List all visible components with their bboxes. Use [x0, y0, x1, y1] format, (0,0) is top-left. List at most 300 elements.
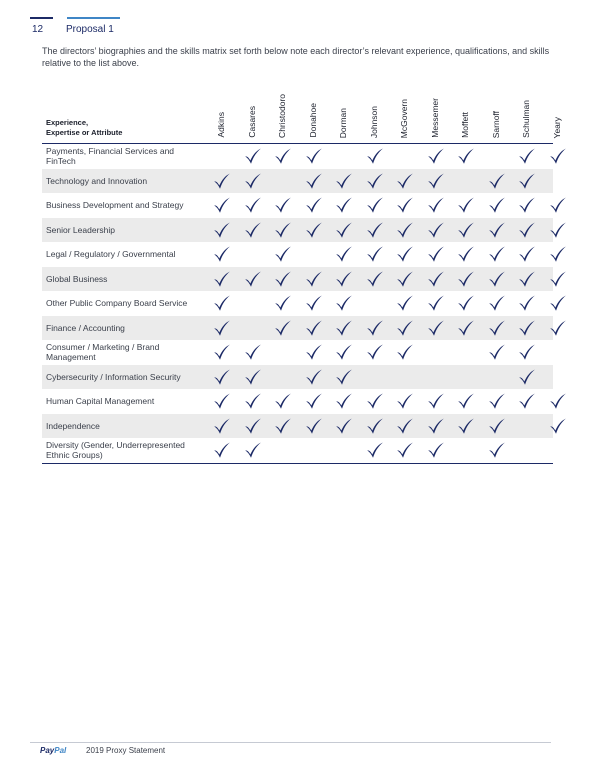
- checkmark-icon: [366, 343, 384, 361]
- checkmark-icon: [396, 343, 414, 361]
- matrix-cell: [421, 144, 453, 169]
- checkmark-icon: [457, 221, 475, 239]
- matrix-cell: [512, 193, 544, 218]
- director-header: [336, 78, 350, 138]
- checkmark-icon: [549, 417, 567, 435]
- director-header: [489, 78, 503, 138]
- matrix-cell: [299, 316, 331, 341]
- matrix-cell: [543, 193, 575, 218]
- matrix-cell: [238, 340, 270, 365]
- matrix-cell: [360, 389, 392, 414]
- checkmark-icon: [427, 417, 445, 435]
- checkmark-icon: [213, 172, 231, 190]
- matrix-cell: [360, 218, 392, 243]
- checkmark-icon: [335, 270, 353, 288]
- matrix-cell: [268, 389, 300, 414]
- director-name: Sarnoff: [490, 110, 501, 138]
- checkmark-icon: [366, 270, 384, 288]
- attribute-label: Human Capital Management: [46, 396, 155, 407]
- matrix-cell: [207, 193, 239, 218]
- matrix-cell: [207, 169, 239, 194]
- checkmark-icon: [549, 245, 567, 263]
- checkmark-icon: [457, 147, 475, 165]
- checkmark-icon: [427, 221, 445, 239]
- matrix-row: [42, 242, 553, 267]
- matrix-cell: [329, 242, 361, 267]
- matrix-cell: [512, 218, 544, 243]
- director-name: Casares: [246, 106, 257, 138]
- matrix-cell: [299, 414, 331, 439]
- checkmark-icon: [305, 196, 323, 214]
- page-number: 12: [32, 24, 44, 35]
- matrix-cell: [451, 267, 483, 292]
- attribute-label: Cybersecurity / Information Security: [46, 371, 181, 382]
- director-header: [275, 78, 289, 138]
- matrix-cell: [268, 365, 300, 390]
- checkmark-icon: [488, 221, 506, 239]
- matrix-cell: [238, 169, 270, 194]
- director-name: Yeary: [551, 116, 562, 138]
- checkmark-icon: [335, 343, 353, 361]
- attribute-label: Technology and Innovation: [46, 175, 148, 186]
- checkmark-icon: [305, 147, 323, 165]
- checkmark-icon: [244, 196, 262, 214]
- matrix-row: [42, 340, 553, 365]
- matrix-cell: [268, 144, 300, 169]
- matrix-cell: [268, 438, 300, 463]
- checkmark-icon: [335, 368, 353, 386]
- checkmark-icon: [427, 270, 445, 288]
- matrix-cell: [329, 144, 361, 169]
- checkmark-icon: [244, 441, 262, 459]
- checkmark-icon: [305, 221, 323, 239]
- matrix-row: [42, 389, 553, 414]
- checkmark-icon: [213, 221, 231, 239]
- matrix-cell: [268, 316, 300, 341]
- checkmark-icon: [244, 147, 262, 165]
- checkmark-icon: [427, 196, 445, 214]
- attribute-label: Diversity (Gender, Underrepresented Ethnic Groups): [46, 440, 185, 461]
- matrix-cell: [207, 267, 239, 292]
- matrix-cell: [421, 218, 453, 243]
- matrix-cell: [421, 169, 453, 194]
- attribute-label: Business Development and Strategy: [46, 200, 184, 211]
- checkmark-icon: [488, 270, 506, 288]
- checkmark-icon: [488, 319, 506, 337]
- top-rule-light: [67, 17, 120, 19]
- matrix-cell: [299, 291, 331, 316]
- checkmark-icon: [427, 392, 445, 410]
- matrix-cell: [360, 340, 392, 365]
- checkmark-icon: [427, 245, 445, 263]
- matrix-cell: [421, 365, 453, 390]
- checkmark-icon: [488, 417, 506, 435]
- matrix-cell: [512, 316, 544, 341]
- matrix-row: [42, 316, 553, 341]
- matrix-cell: [512, 267, 544, 292]
- matrix-cell: [543, 169, 575, 194]
- checkmark-icon: [366, 441, 384, 459]
- matrix-cell: [482, 242, 514, 267]
- checkmark-icon: [427, 319, 445, 337]
- matrix-cell: [482, 267, 514, 292]
- attribute-label: Other Public Company Board Service: [46, 298, 188, 309]
- matrix-cell: [268, 242, 300, 267]
- attribute-label: Global Business: [46, 273, 108, 284]
- checkmark-icon: [335, 196, 353, 214]
- checkmark-icon: [488, 172, 506, 190]
- matrix-cell: [360, 316, 392, 341]
- checkmark-icon: [213, 417, 231, 435]
- matrix-cell: [512, 340, 544, 365]
- matrix-cell: [543, 144, 575, 169]
- checkmark-icon: [213, 294, 231, 312]
- checkmark-icon: [305, 343, 323, 361]
- matrix-cell: [207, 340, 239, 365]
- checkmark-icon: [457, 245, 475, 263]
- checkmark-icon: [488, 196, 506, 214]
- matrix-cell: [329, 169, 361, 194]
- matrix-cell: [360, 291, 392, 316]
- director-name: Christodoro: [277, 94, 287, 138]
- matrix-cell: [543, 242, 575, 267]
- director-header: [519, 78, 533, 138]
- matrix-cell: [390, 316, 422, 341]
- matrix-row: [42, 365, 553, 390]
- checkmark-icon: [518, 392, 536, 410]
- matrix-cell: [482, 414, 514, 439]
- matrix-cell: [299, 193, 331, 218]
- matrix-cell: [329, 267, 361, 292]
- checkmark-icon: [366, 245, 384, 263]
- checkmark-icon: [366, 417, 384, 435]
- checkmark-icon: [274, 417, 292, 435]
- attribute-header-line1: Experience,: [46, 118, 89, 127]
- matrix-cell: [482, 438, 514, 463]
- matrix-cell: [512, 144, 544, 169]
- checkmark-icon: [488, 343, 506, 361]
- matrix-cell: [299, 242, 331, 267]
- checkmark-icon: [274, 319, 292, 337]
- matrix-cell: [390, 218, 422, 243]
- checkmark-icon: [518, 196, 536, 214]
- matrix-cell: [482, 169, 514, 194]
- matrix-cell: [238, 414, 270, 439]
- checkmark-icon: [213, 343, 231, 361]
- checkmark-icon: [335, 417, 353, 435]
- matrix-cell: [329, 365, 361, 390]
- checkmark-icon: [518, 368, 536, 386]
- matrix-cell: [238, 365, 270, 390]
- director-name: Messemer: [429, 98, 440, 138]
- checkmark-icon: [244, 270, 262, 288]
- matrix-cell: [421, 438, 453, 463]
- checkmark-icon: [549, 319, 567, 337]
- section-title: Proposal 1: [66, 24, 114, 35]
- matrix-cell: [360, 169, 392, 194]
- checkmark-icon: [457, 270, 475, 288]
- director-header: [550, 78, 564, 138]
- matrix-cell: [512, 169, 544, 194]
- matrix-cell: [268, 267, 300, 292]
- matrix-cell: [512, 438, 544, 463]
- checkmark-icon: [274, 147, 292, 165]
- matrix-cell: [543, 389, 575, 414]
- matrix-cell: [268, 291, 300, 316]
- matrix-cell: [207, 414, 239, 439]
- matrix-cell: [360, 242, 392, 267]
- matrix-cell: [482, 218, 514, 243]
- matrix-cell: [543, 438, 575, 463]
- checkmark-icon: [366, 319, 384, 337]
- paypal-logo: [40, 746, 66, 755]
- checkmark-icon: [213, 196, 231, 214]
- checkmark-icon: [549, 147, 567, 165]
- skills-matrix: [42, 88, 562, 464]
- checkmark-icon: [549, 270, 567, 288]
- attribute-label: Consumer / Marketing / Brand Management: [46, 342, 160, 363]
- checkmark-icon: [335, 245, 353, 263]
- checkmark-icon: [457, 294, 475, 312]
- matrix-row: [42, 193, 553, 218]
- matrix-cell: [238, 267, 270, 292]
- matrix-cell: [329, 316, 361, 341]
- matrix-cell: [482, 389, 514, 414]
- matrix-cell: [482, 340, 514, 365]
- matrix-row: [42, 438, 553, 463]
- checkmark-icon: [305, 392, 323, 410]
- matrix-cell: [543, 365, 575, 390]
- matrix-cell: [329, 193, 361, 218]
- checkmark-icon: [335, 172, 353, 190]
- director-header: [397, 78, 411, 138]
- matrix-cell: [451, 242, 483, 267]
- checkmark-icon: [274, 245, 292, 263]
- matrix-cell: [207, 438, 239, 463]
- checkmark-icon: [213, 441, 231, 459]
- checkmark-icon: [213, 319, 231, 337]
- checkmark-icon: [244, 221, 262, 239]
- checkmark-icon: [488, 245, 506, 263]
- matrix-cell: [451, 193, 483, 218]
- checkmark-icon: [396, 294, 414, 312]
- matrix-cell: [299, 144, 331, 169]
- checkmark-icon: [427, 441, 445, 459]
- matrix-row: [42, 291, 553, 316]
- matrix-cell: [238, 438, 270, 463]
- matrix-cell: [421, 267, 453, 292]
- matrix-cell: [268, 414, 300, 439]
- checkmark-icon: [396, 270, 414, 288]
- director-name: Adkins: [216, 112, 226, 138]
- checkmark-icon: [518, 319, 536, 337]
- matrix-cell: [390, 193, 422, 218]
- checkmark-icon: [274, 392, 292, 410]
- footer-text: 2019 Proxy Statement: [86, 746, 166, 755]
- matrix-cell: [238, 242, 270, 267]
- checkmark-icon: [518, 172, 536, 190]
- matrix-cell: [543, 218, 575, 243]
- checkmark-icon: [244, 343, 262, 361]
- matrix-cell: [543, 316, 575, 341]
- matrix-cell: [482, 193, 514, 218]
- matrix-cell: [207, 365, 239, 390]
- checkmark-icon: [305, 172, 323, 190]
- matrix-cell: [451, 291, 483, 316]
- matrix-cell: [238, 144, 270, 169]
- matrix-cell: [360, 414, 392, 439]
- attribute-label: Legal / Regulatory / Governmental: [46, 249, 176, 260]
- top-rule-dark: [30, 17, 53, 19]
- checkmark-icon: [549, 392, 567, 410]
- matrix-row: [42, 267, 553, 292]
- director-header: [214, 78, 228, 138]
- checkmark-icon: [457, 319, 475, 337]
- matrix-cell: [238, 218, 270, 243]
- matrix-cell: [543, 340, 575, 365]
- matrix-cell: [329, 291, 361, 316]
- attribute-label: Senior Leadership: [46, 224, 115, 235]
- matrix-cell: [451, 389, 483, 414]
- matrix-cell: [451, 365, 483, 390]
- checkmark-icon: [366, 147, 384, 165]
- checkmark-icon: [396, 196, 414, 214]
- checkmark-icon: [457, 417, 475, 435]
- matrix-cell: [390, 242, 422, 267]
- checkmark-icon: [549, 294, 567, 312]
- checkmark-icon: [457, 392, 475, 410]
- attribute-header-line2: Expertise or Attribute: [46, 128, 123, 137]
- checkmark-icon: [244, 392, 262, 410]
- checkmark-icon: [396, 221, 414, 239]
- checkmark-icon: [518, 147, 536, 165]
- checkmark-icon: [274, 196, 292, 214]
- matrix-cell: [451, 169, 483, 194]
- logo-part2: Pal: [54, 746, 67, 755]
- checkmark-icon: [518, 221, 536, 239]
- matrix-cell: [207, 144, 239, 169]
- checkmark-icon: [518, 343, 536, 361]
- attribute-label: Finance / Accounting: [46, 322, 125, 333]
- matrix-cell: [451, 340, 483, 365]
- matrix-row: [42, 218, 553, 243]
- checkmark-icon: [396, 392, 414, 410]
- matrix-cell: [207, 242, 239, 267]
- matrix-cell: [360, 438, 392, 463]
- matrix-cell: [207, 389, 239, 414]
- matrix-cell: [512, 291, 544, 316]
- checkmark-icon: [549, 221, 567, 239]
- checkmark-icon: [518, 294, 536, 312]
- director-name: Moffett: [460, 112, 470, 138]
- matrix-cell: [451, 414, 483, 439]
- checkmark-icon: [427, 172, 445, 190]
- matrix-cell: [390, 267, 422, 292]
- checkmark-icon: [366, 392, 384, 410]
- checkmark-icon: [335, 294, 353, 312]
- matrix-cell: [421, 389, 453, 414]
- matrix-cell: [512, 242, 544, 267]
- checkmark-icon: [396, 319, 414, 337]
- matrix-cell: [299, 438, 331, 463]
- matrix-cell: [512, 414, 544, 439]
- attribute-label: Independence: [46, 420, 100, 431]
- matrix-cell: [390, 365, 422, 390]
- matrix-cell: [482, 316, 514, 341]
- matrix-body: [42, 144, 553, 463]
- matrix-cell: [329, 389, 361, 414]
- matrix-cell: [268, 169, 300, 194]
- checkmark-icon: [213, 270, 231, 288]
- matrix-cell: [421, 242, 453, 267]
- matrix-cell: [482, 144, 514, 169]
- director-header: [367, 78, 381, 138]
- matrix-cell: [299, 218, 331, 243]
- matrix-cell: [299, 169, 331, 194]
- intro-paragraph: The directors’ biographies and the skills matrix set forth below note each director’s relevant experience, qualifications, and skills relative to the list above.: [42, 46, 550, 68]
- checkmark-icon: [366, 221, 384, 239]
- checkmark-icon: [488, 294, 506, 312]
- top-rule: [30, 17, 230, 21]
- matrix-cell: [543, 414, 575, 439]
- director-header: [458, 78, 472, 138]
- attribute-label: Payments, Financial Services and FinTech: [46, 146, 175, 167]
- matrix-cell: [238, 291, 270, 316]
- matrix-bottom-divider: [42, 463, 553, 464]
- director-header: [306, 78, 320, 138]
- matrix-cell: [543, 267, 575, 292]
- matrix-cell: [299, 340, 331, 365]
- matrix-cell: [512, 389, 544, 414]
- matrix-row: [42, 169, 553, 194]
- checkmark-icon: [549, 196, 567, 214]
- matrix-cell: [360, 267, 392, 292]
- matrix-cell: [451, 144, 483, 169]
- checkmark-icon: [396, 441, 414, 459]
- checkmark-icon: [335, 319, 353, 337]
- matrix-cell: [421, 193, 453, 218]
- attribute-column-header: [46, 118, 122, 138]
- checkmark-icon: [213, 245, 231, 263]
- logo-part1: Pay: [40, 746, 55, 755]
- matrix-cell: [299, 365, 331, 390]
- footer-divider: [30, 742, 551, 743]
- checkmark-icon: [244, 368, 262, 386]
- matrix-cell: [421, 414, 453, 439]
- director-name: Schulman: [521, 100, 531, 138]
- checkmark-icon: [274, 270, 292, 288]
- checkmark-icon: [427, 294, 445, 312]
- checkmark-icon: [305, 319, 323, 337]
- matrix-cell: [421, 316, 453, 341]
- matrix-cell: [390, 389, 422, 414]
- checkmark-icon: [335, 392, 353, 410]
- checkmark-icon: [335, 221, 353, 239]
- checkmark-icon: [305, 417, 323, 435]
- checkmark-icon: [457, 196, 475, 214]
- checkmark-icon: [305, 368, 323, 386]
- matrix-cell: [329, 340, 361, 365]
- director-header: [245, 78, 259, 138]
- matrix-cell: [268, 218, 300, 243]
- checkmark-icon: [488, 441, 506, 459]
- director-name: Dorman: [338, 107, 348, 138]
- matrix-cell: [421, 340, 453, 365]
- matrix-header: [42, 88, 562, 144]
- checkmark-icon: [244, 172, 262, 190]
- matrix-cell: [360, 193, 392, 218]
- matrix-cell: [360, 365, 392, 390]
